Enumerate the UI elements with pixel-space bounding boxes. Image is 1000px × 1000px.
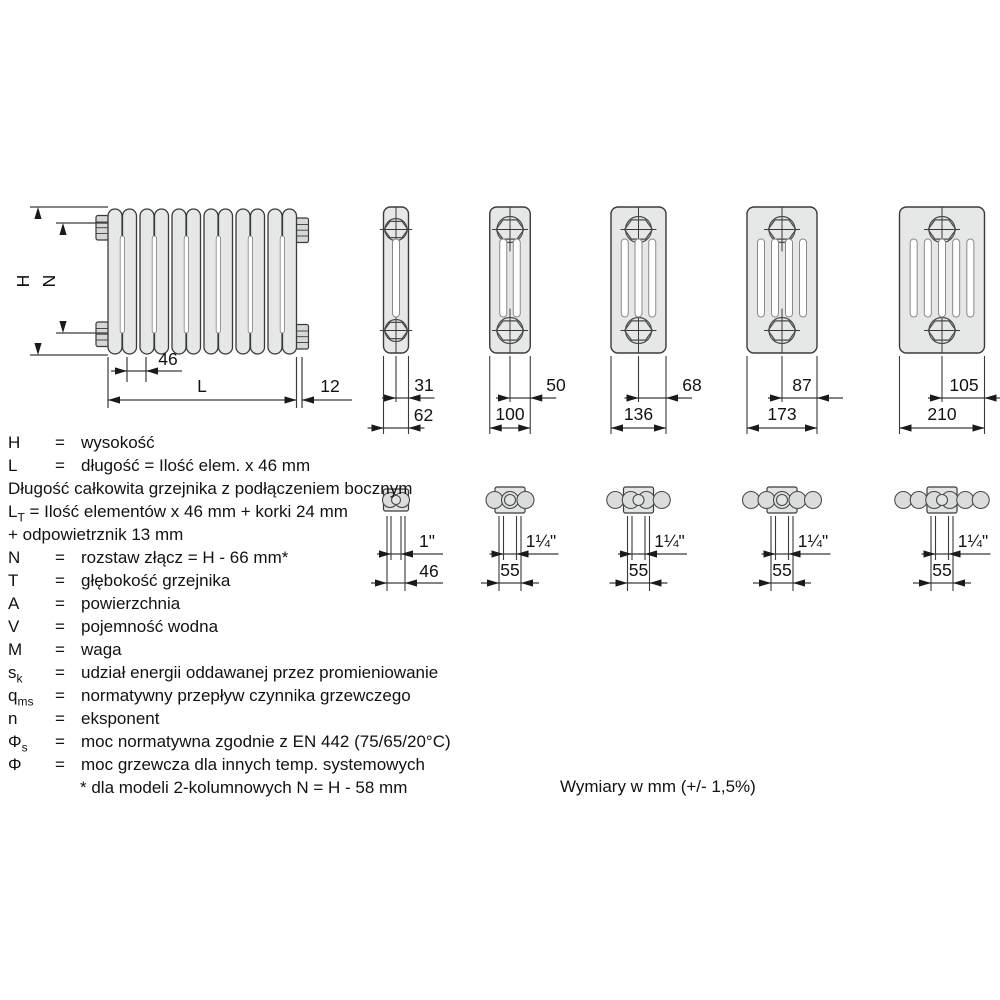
legend-row bbox=[8, 431, 478, 454]
half-width-label: 105 bbox=[949, 375, 979, 395]
half-width-label: 31 bbox=[414, 375, 434, 395]
legend-row bbox=[8, 592, 478, 615]
hub-width-label: 55 bbox=[628, 560, 649, 580]
equals-sign: = bbox=[55, 456, 65, 475]
legend-row bbox=[8, 707, 478, 730]
legend-definition: długość = Ilość elem. x 46 mm bbox=[81, 456, 311, 475]
thread-size-label: 1" bbox=[419, 531, 435, 551]
height-label: H bbox=[13, 274, 33, 288]
legend-note: Długość całkowita grzejnika z podłączeniem bocznym bbox=[8, 479, 413, 498]
legend-symbol: $s_k$ bbox=[8, 663, 23, 686]
legend-definition: eksponent bbox=[81, 709, 160, 728]
legend-formula: $L_T$ = Ilość elementów x 46 mm + korki 24 mm bbox=[8, 502, 348, 525]
legend-definition: moc normatywna zgodnie z EN 442 (75/65/20°C) bbox=[81, 732, 451, 751]
legend-row bbox=[8, 684, 478, 707]
legend-symbol: A bbox=[8, 594, 20, 613]
length-label: L bbox=[197, 376, 207, 396]
front-view-bottom-dimensions bbox=[108, 349, 352, 408]
hub-width-label: 55 bbox=[772, 560, 792, 580]
equals-sign: = bbox=[55, 732, 65, 751]
thread-size-label: 1¼" bbox=[654, 531, 685, 551]
footer-note: Wymiary w mm (+/- 1,5%) bbox=[560, 777, 756, 796]
legend-symbol: N bbox=[8, 548, 21, 567]
cross-section-4-column bbox=[611, 207, 702, 434]
legend-definition: rozstaw złącz = H - 66 mm* bbox=[81, 548, 289, 567]
legend-row bbox=[8, 546, 478, 569]
equals-sign: = bbox=[55, 548, 65, 567]
full-width-label: 136 bbox=[623, 404, 654, 424]
legend-symbol: T bbox=[8, 571, 19, 590]
connection-boss bbox=[96, 322, 109, 347]
full-width-label: 62 bbox=[413, 405, 434, 425]
spacing-label: N bbox=[39, 274, 59, 288]
equals-sign: = bbox=[55, 617, 65, 636]
equals-sign: = bbox=[55, 686, 65, 705]
connection-boss bbox=[296, 325, 309, 350]
legend-definition: pojemność wodna bbox=[81, 617, 219, 636]
cross-section-2-column bbox=[368, 207, 435, 434]
thread-size-label: 1¼" bbox=[957, 531, 989, 551]
legend-symbol: Φ bbox=[8, 755, 22, 774]
end-cap-label: 12 bbox=[320, 376, 340, 396]
half-width-label: 87 bbox=[792, 375, 812, 395]
connection-boss bbox=[296, 218, 309, 243]
legend-definition: powierzchnia bbox=[81, 594, 181, 613]
thread-size-label: 1¼" bbox=[797, 531, 829, 551]
legend-row bbox=[8, 661, 478, 684]
full-width-label: 100 bbox=[495, 404, 525, 424]
legend-symbol: V bbox=[8, 617, 20, 636]
legend-definition: normatywny przepływ czynnika grzewczego bbox=[81, 686, 411, 705]
half-width-label: 50 bbox=[546, 375, 566, 395]
element-pitch-label: 46 bbox=[158, 349, 178, 369]
cross-section-3-column bbox=[490, 207, 566, 434]
equals-sign: = bbox=[55, 709, 65, 728]
hub-width-label: 55 bbox=[932, 560, 952, 580]
legend-symbol: $\Phi_s$ bbox=[8, 732, 28, 755]
legend-note: + odpowietrznik 13 mm bbox=[8, 525, 184, 544]
legend bbox=[8, 431, 478, 799]
legend-symbol: $q_{ms}$ bbox=[8, 686, 34, 709]
half-width-label: 68 bbox=[682, 375, 702, 395]
hub-width-label: 55 bbox=[500, 560, 520, 580]
equals-sign: = bbox=[55, 755, 65, 774]
legend-row bbox=[8, 730, 478, 753]
hub-width-label: 46 bbox=[419, 561, 439, 581]
legend-row bbox=[8, 753, 478, 776]
legend-row bbox=[8, 615, 478, 638]
full-width-label: 173 bbox=[767, 404, 797, 424]
equals-sign: = bbox=[55, 594, 65, 613]
connection-top-view-4-column bbox=[607, 487, 687, 591]
legend-footnote: * dla modeli 2-kolumnowych N = H - 58 mm bbox=[80, 778, 408, 797]
front-view-radiator bbox=[96, 209, 309, 354]
equals-sign: = bbox=[55, 640, 65, 659]
cross-section-5-column bbox=[747, 207, 843, 434]
cross-section-6-column bbox=[900, 207, 1000, 434]
equals-sign: = bbox=[55, 433, 65, 452]
legend-symbol: n bbox=[8, 709, 18, 728]
legend-symbol: M bbox=[8, 640, 23, 659]
legend-symbol: L bbox=[8, 456, 18, 475]
equals-sign: = bbox=[55, 571, 65, 590]
legend-row bbox=[8, 569, 478, 592]
legend-symbol: H bbox=[8, 433, 21, 452]
connection-top-view-5-column bbox=[743, 487, 831, 591]
legend-row bbox=[8, 454, 478, 477]
connection-boss bbox=[96, 216, 109, 241]
legend-definition: głębokość grzejnika bbox=[81, 571, 231, 590]
connection-top-view-6-column bbox=[895, 487, 991, 591]
thread-size-label: 1¼" bbox=[525, 531, 557, 551]
full-width-label: 210 bbox=[927, 404, 957, 424]
legend-definition: wysokość bbox=[81, 433, 155, 452]
equals-sign: = bbox=[55, 663, 65, 682]
legend-definition: moc grzewcza dla innych temp. systemowych bbox=[81, 755, 425, 774]
legend-definition: udział energii oddawanej przez promieniowanie bbox=[81, 663, 439, 682]
legend-definition: waga bbox=[81, 640, 122, 659]
connection-top-view-3-column bbox=[481, 487, 559, 591]
legend-row bbox=[8, 638, 478, 661]
